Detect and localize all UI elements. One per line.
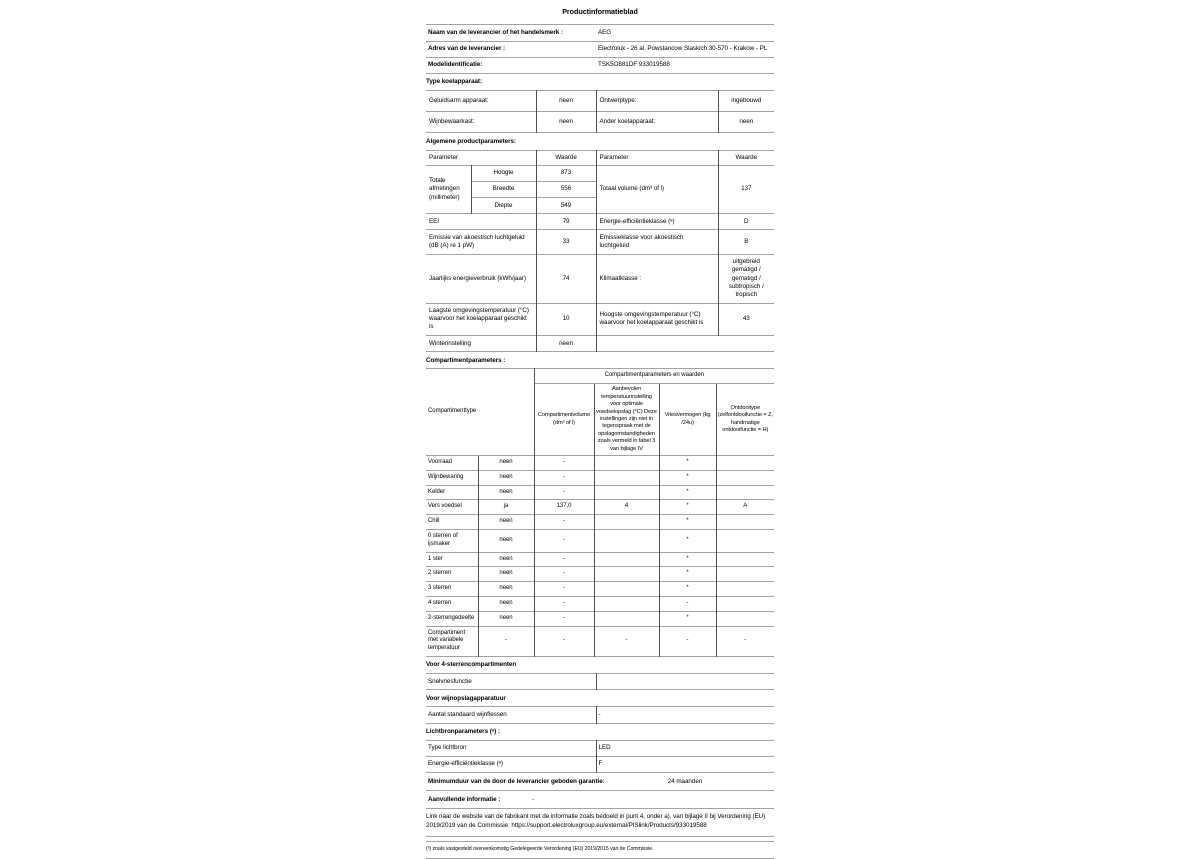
param-value: uitgebreid gematigd / gematigd / subtropisch / tropisch — [718, 254, 774, 303]
wine-storage-table — [426, 706, 774, 723]
compartment-defrost-type: - — [716, 626, 774, 656]
compartment-present: neen — [478, 567, 534, 582]
compartment-freezing-capacity: * — [659, 567, 716, 582]
column-header: Waarde — [718, 150, 774, 165]
table-row — [426, 91, 774, 112]
param-value: neen — [536, 112, 596, 133]
table-row — [426, 485, 774, 500]
compartment-present: neen — [478, 529, 534, 552]
row-label: Naam van de leverancier of het handelsmerk : — [428, 28, 563, 36]
param-label: Energie-efficiëntieklasse (ᵃ) — [596, 214, 718, 230]
table-header-row — [426, 150, 774, 165]
compartment-volume: - — [534, 529, 594, 552]
light-source-table — [426, 740, 774, 773]
compartment-freezing-capacity: * — [659, 611, 716, 626]
four-star-table — [426, 673, 774, 690]
compartment-temperature: - — [594, 626, 659, 656]
table-row — [426, 500, 774, 515]
compartment-volume: - — [534, 515, 594, 530]
compartment-present: neen — [478, 455, 534, 470]
compartment-type: 2-sterrengedeelte — [426, 611, 478, 626]
compartment-temperature: 4 — [594, 500, 659, 515]
dimension-name: Diepte — [471, 198, 536, 214]
param-value: 10 — [536, 303, 596, 336]
param-value: F — [596, 756, 774, 772]
compartimentparameters-table — [426, 368, 774, 656]
param-value: 79 — [536, 214, 596, 230]
compartment-present: neen — [478, 596, 534, 611]
param-label: Emissie van akoestisch luchtgeluid (dB (A) re 1 pW) — [426, 230, 536, 254]
total-volume-value: 137 — [718, 165, 774, 214]
compartment-present: ja — [478, 500, 534, 515]
table-row — [426, 254, 774, 303]
param-label: EEI — [426, 214, 536, 230]
section-heading-type-koelapparaat: Type koelapparaat: — [426, 78, 483, 86]
compartment-type: 2 sterren — [426, 567, 478, 582]
param-label: Energie-efficiëntieklasse (ᵃ) — [426, 756, 596, 772]
param-label: Snelvriesfunctie — [428, 677, 472, 685]
column-header: Waarde — [536, 150, 596, 165]
compartment-freezing-capacity: * — [659, 529, 716, 552]
param-value: neen — [536, 336, 596, 352]
column-header: Parameter — [429, 153, 458, 161]
compartment-temperature — [594, 485, 659, 500]
table-row — [426, 25, 774, 41]
compartment-volume: - — [534, 596, 594, 611]
param-value: neen — [718, 112, 774, 133]
compartment-freezing-capacity: * — [659, 500, 716, 515]
compartment-present: - — [478, 626, 534, 656]
compartment-freezing-capacity: * — [659, 470, 716, 485]
supplier-table — [426, 24, 774, 74]
param-value: - — [596, 707, 774, 723]
compartment-temperature — [594, 529, 659, 552]
compartment-volume: - — [534, 552, 594, 567]
table-row — [426, 112, 774, 133]
row-label: Modelidentificatie: — [426, 57, 596, 73]
compartment-defrost-type — [716, 552, 774, 567]
additional-info-label: Aanvullende informatie : — [428, 795, 501, 803]
param-label: Klimaatklasse : — [596, 254, 718, 303]
manufacturer-link-paragraph: Link naar de website van de fabrikant met de informatie zoals bedoeld in punt 4, onder a), van bijlage II bij Verordening (EU) 2019/2019 van de Commissie: https://support.electroluxgroup.eu/external/PISlink/Products/933019588 — [426, 809, 774, 836]
compartment-volume: - — [534, 567, 594, 582]
table-row — [426, 57, 774, 73]
param-value: ingebouwd — [718, 91, 774, 112]
table-header-row — [426, 369, 774, 384]
table-row — [426, 626, 774, 656]
param-label: Winterinstelling — [426, 336, 536, 352]
algemene-productparameters-table — [426, 150, 774, 353]
compartment-type: 0 sterren of ijsmaker — [426, 529, 478, 552]
compartment-present: neen — [478, 552, 534, 567]
table-row — [426, 529, 774, 552]
param-value — [596, 674, 774, 690]
compartment-volume: 137,0 — [534, 500, 594, 515]
compartment-defrost-type — [716, 596, 774, 611]
compartment-present: neen — [478, 582, 534, 597]
param-value: D — [718, 214, 774, 230]
table-row — [426, 470, 774, 485]
param-value: 33 — [536, 230, 596, 254]
param-label: Wijnbewaarkast: — [426, 112, 536, 133]
compartment-present: neen — [478, 611, 534, 626]
param-label: Ontwerptype: — [596, 91, 718, 112]
compartment-temperature — [594, 582, 659, 597]
row-label: Adres van de leverancier : — [426, 41, 596, 57]
compartment-volume: - — [534, 455, 594, 470]
column-header: Parameter — [596, 150, 718, 165]
table-row — [426, 740, 774, 756]
footnote: (ᵃ) zoals vastgesteld overeenkomstig Gedelegeerde Verordening (EU) 2019/2015 van de Commissie. — [426, 841, 774, 859]
table-row — [426, 303, 774, 336]
dimension-value: 556 — [536, 181, 596, 197]
param-label: Jaarlijks energieverbruik (kWh/jaar) — [426, 254, 536, 303]
table-row — [426, 756, 774, 772]
compartment-volume: - — [534, 582, 594, 597]
table-row — [426, 165, 774, 181]
param-label: Hoogste omgevingstemperatuur (°C) waarvoor het koelapparaat geschikt is — [596, 303, 718, 336]
compartment-type: Chill — [426, 515, 478, 530]
table-row — [426, 214, 774, 230]
compartment-present: neen — [478, 470, 534, 485]
compartment-volume: - — [534, 611, 594, 626]
compartment-freezing-capacity: * — [659, 582, 716, 597]
dimension-value: 873 — [536, 165, 596, 181]
column-header-defrost-type: Ontdooitype (zelfontdooifunctie = Z, handmatige ontdooifunctie = H) — [716, 384, 774, 456]
param-label: Type lichtbron — [428, 744, 467, 752]
table-row — [426, 515, 774, 530]
param-value: LED — [596, 740, 774, 756]
table-row — [426, 567, 774, 582]
compartment-defrost-type — [716, 515, 774, 530]
table-row — [426, 230, 774, 254]
param-label: Ander koelapparaat: — [596, 112, 718, 133]
compartment-type: Kelder — [426, 485, 478, 500]
section-heading-light-source: Lichtbronparameters (ᵃ) : — [426, 728, 500, 736]
compartment-volume: - — [534, 626, 594, 656]
table-row — [426, 611, 774, 626]
dimension-value: 549 — [536, 198, 596, 214]
compartment-freezing-capacity: * — [659, 515, 716, 530]
empty-cell — [596, 336, 774, 352]
additional-info-value: - — [532, 795, 535, 803]
dimension-name: Breedte — [471, 181, 536, 197]
table-row — [426, 455, 774, 470]
group-header: Compartimentparameters en waarden — [534, 369, 774, 384]
additional-info-row — [426, 791, 774, 809]
compartment-type: Voorraad — [426, 455, 478, 470]
table-row — [426, 552, 774, 567]
column-header-freezing-capacity: Vriesvermogen (kg /24u) — [659, 384, 716, 456]
table-row — [426, 674, 774, 690]
compartment-freezing-capacity: - — [659, 596, 716, 611]
dimensions-label: Totale afmetingen (millimeter) — [426, 165, 471, 214]
compartment-freezing-capacity: - — [659, 626, 716, 656]
compartment-freezing-capacity: * — [659, 485, 716, 500]
param-value: 74 — [536, 254, 596, 303]
param-value: 43 — [718, 303, 774, 336]
guarantee-row — [426, 773, 774, 791]
compartment-defrost-type — [716, 582, 774, 597]
column-header-temperature: Aanbevolen temperatuurinstelling voor optimale voedselopslag (°C) Deze instellingen zijn niet in tegenspraak met de opslagomstandigheden zoals vermeld in tabel 3 van bijlage IV — [594, 384, 659, 456]
compartment-temperature — [594, 552, 659, 567]
param-value: neen — [536, 91, 596, 112]
table-row — [426, 41, 774, 57]
compartment-temperature — [594, 611, 659, 626]
section-heading-algemene-productparameters: Algemene productparameters: — [426, 137, 516, 145]
compartment-defrost-type — [716, 529, 774, 552]
param-label: Emissieklasse voor akoestisch luchtgeluid — [596, 230, 718, 254]
compartment-temperature — [594, 455, 659, 470]
compartment-volume: - — [534, 485, 594, 500]
table-row — [426, 582, 774, 597]
compartment-defrost-type — [716, 485, 774, 500]
section-heading-four-star: Voor 4-sterrencompartimenten — [426, 661, 517, 669]
page-title: Productinformatieblad — [562, 7, 638, 16]
compartment-type: Wijnbewaring — [426, 470, 478, 485]
guarantee-value: 24 maanden — [667, 777, 703, 785]
dimension-name: Hoogte — [471, 165, 536, 181]
compartment-type: Vers voedsel — [426, 500, 478, 515]
column-header-volume: Compartimentvolume (dm³ of l) — [534, 384, 594, 456]
compartment-temperature — [594, 470, 659, 485]
param-label: Laagste omgevingstemperatuur (°C) waarvoor het koelapparaat geschikt is — [426, 303, 536, 336]
section-heading-wine-storage: Voor wijnopslagapparatuur — [426, 694, 506, 702]
param-label: Aantal standaard wijnflessen — [428, 710, 507, 718]
compartment-type: 3 sterren — [426, 582, 478, 597]
compartment-type-header: Compartimenttype — [426, 369, 534, 455]
type-koelapparaat-table — [426, 90, 774, 133]
compartment-present: neen — [478, 485, 534, 500]
compartment-volume: - — [534, 470, 594, 485]
param-value: B — [718, 230, 774, 254]
compartment-defrost-type — [716, 567, 774, 582]
compartment-type: 1 ster — [426, 552, 478, 567]
row-value: TSK5O881DF 933019588 — [596, 57, 774, 73]
section-heading-compartimentparameters: Compartimentparameters : — [426, 356, 506, 364]
compartment-type: Compartiment met variabele temperatuur — [426, 626, 478, 656]
compartment-temperature — [594, 567, 659, 582]
compartment-freezing-capacity: * — [659, 552, 716, 567]
row-value: AEG — [598, 28, 612, 36]
total-volume-label: Totaal volume (dm³ of l) — [596, 165, 718, 214]
compartment-defrost-type — [716, 470, 774, 485]
compartment-defrost-type — [716, 455, 774, 470]
table-row — [426, 596, 774, 611]
table-row — [426, 336, 774, 352]
compartment-present: neen — [478, 515, 534, 530]
guarantee-label: Minimumduur van de door de leverancier geboden garantie: — [428, 777, 605, 785]
compartment-defrost-type — [716, 611, 774, 626]
compartment-freezing-capacity: * — [659, 455, 716, 470]
compartment-type: 4 sterren — [426, 596, 478, 611]
product-information-sheet — [426, 0, 774, 859]
compartment-temperature — [594, 596, 659, 611]
param-label: Geluidsarm apparaat: — [429, 97, 489, 105]
compartment-temperature — [594, 515, 659, 530]
compartment-defrost-type: A — [716, 500, 774, 515]
row-value: Electrolux - 26 al. Powstancow Slaskich 30-570 - Krakow - PL — [596, 41, 774, 57]
table-row — [426, 707, 774, 723]
